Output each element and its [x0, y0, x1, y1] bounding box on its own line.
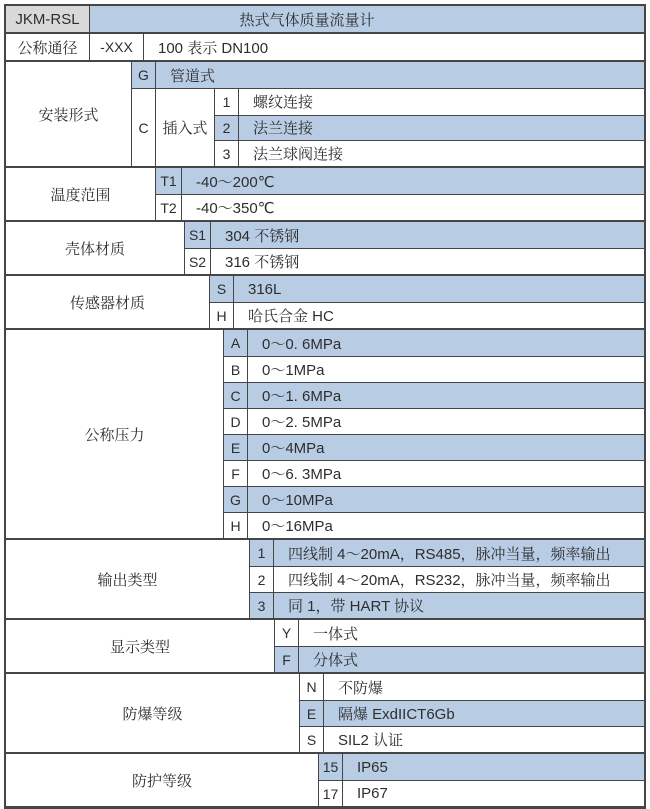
option-row [132, 62, 644, 88]
option-value: IP67 [357, 785, 388, 802]
option-value: 一体式 [313, 625, 359, 643]
option-code: G [132, 62, 156, 88]
option-row [224, 512, 644, 538]
option-value: 0～1. 6MPa [262, 388, 342, 405]
option-value: 螺纹连接 [253, 94, 314, 112]
option-row [300, 674, 644, 700]
option-value: 法兰连接 [253, 120, 314, 138]
option-value: 0～0. 6MPa [262, 335, 342, 353]
insertion-type-block [132, 88, 644, 166]
option-value: -40～200℃ [196, 173, 275, 191]
option-code: -XXX [90, 34, 144, 60]
option-value: SIL2 认证 [338, 732, 404, 749]
option-code: A [224, 330, 248, 356]
option-row [319, 754, 644, 780]
option-code: E [224, 435, 248, 460]
option-value: 隔爆 ExdIICT6Gb [338, 706, 455, 723]
option-code: G [224, 487, 248, 512]
option-row [275, 646, 644, 672]
option-row [210, 302, 644, 328]
section-housing-material [6, 220, 644, 274]
option-row [224, 434, 644, 460]
option-code: T1 [156, 168, 182, 194]
section-label: 温度范围 [6, 168, 156, 220]
option-value: 316L [248, 280, 282, 298]
section-label: 传感器材质 [6, 276, 210, 328]
option-value: -40～350℃ [196, 200, 275, 217]
header-row [6, 6, 644, 32]
section-installation-type [6, 60, 644, 166]
section-label: 防爆等级 [6, 674, 300, 752]
section-label: 输出类型 [6, 540, 250, 618]
option-code: S [210, 276, 234, 302]
option-row [300, 726, 644, 752]
option-code: 2 [215, 116, 239, 141]
option-row [224, 486, 644, 512]
option-row [224, 408, 644, 434]
option-value: 四线制 4～20mA，RS485，脉冲当量，频率输出 [288, 545, 611, 563]
option-row [185, 222, 644, 248]
option-row [224, 460, 644, 486]
option-value: 0～2. 5MPa [262, 414, 342, 431]
option-row [156, 194, 644, 220]
option-row [300, 700, 644, 726]
model-code-cell: JKM-RSL [6, 6, 90, 32]
option-row [250, 592, 644, 618]
section-label: 公称压力 [6, 330, 224, 538]
section-label: 安装形式 [6, 62, 132, 166]
section-temperature-range [6, 166, 644, 220]
option-row [224, 330, 644, 356]
section-label: 显示类型 [6, 620, 275, 672]
section-display-type [6, 618, 644, 672]
option-code: B [224, 357, 248, 382]
option-value: IP65 [357, 758, 388, 776]
section-sensor-material [6, 274, 644, 328]
section-label: 防护等级 [6, 754, 319, 806]
option-value: 0～6. 3MPa [262, 466, 342, 483]
option-row [90, 34, 644, 60]
section-nominal-pressure [6, 328, 644, 538]
option-row [215, 140, 644, 166]
section-protection-grade [6, 752, 644, 806]
option-row [185, 248, 644, 274]
option-value: 0～1MPa [262, 362, 325, 379]
option-row [156, 168, 644, 194]
option-code: 17 [319, 781, 343, 806]
option-row [250, 540, 644, 566]
option-row [210, 276, 644, 302]
option-code: S2 [185, 249, 211, 274]
option-value: 0～4MPa [262, 440, 325, 457]
option-value: 304 不锈钢 [225, 227, 300, 245]
section-label: 壳体材质 [6, 222, 185, 274]
option-code: 3 [215, 141, 239, 166]
option-row [319, 780, 644, 806]
option-code: S [300, 727, 324, 752]
option-code: D [224, 409, 248, 434]
option-value: 四线制 4～20mA，RS232，脉冲当量，频率输出 [288, 572, 611, 589]
option-row [224, 382, 644, 408]
option-code: F [224, 461, 248, 486]
option-value: 分体式 [313, 652, 359, 669]
product-title: 热式气体质量流量计 [239, 11, 375, 29]
option-value: 同 1，带 HART 协议 [288, 598, 425, 615]
option-value: 法兰球阀连接 [253, 146, 344, 164]
option-row [215, 115, 644, 141]
option-value: 316 不锈钢 [225, 254, 300, 271]
insertion-type-label: 插入式 [156, 89, 215, 166]
model-selection-table [4, 4, 646, 809]
option-code: F [275, 647, 299, 672]
option-code: 1 [250, 540, 274, 566]
option-value: 哈氏合金 HC [248, 308, 334, 325]
option-value: 不防爆 [338, 679, 384, 697]
option-code: 2 [250, 567, 274, 592]
option-code: C [224, 383, 248, 408]
option-row [250, 566, 644, 592]
option-row [215, 89, 644, 115]
option-value: 100 表示 DN100 [158, 39, 269, 57]
option-value: 管道式 [170, 67, 216, 85]
option-code: C [132, 89, 156, 166]
option-code: 1 [215, 89, 239, 115]
option-code: H [224, 513, 248, 538]
option-code: 15 [319, 754, 343, 780]
option-code: H [210, 303, 234, 328]
option-code: S1 [185, 222, 211, 248]
section-label: 公称通径 [6, 34, 90, 60]
section-nominal-diameter [6, 32, 644, 60]
option-row [275, 620, 644, 646]
option-code: T2 [156, 195, 182, 220]
option-code: N [300, 674, 324, 700]
option-code: Y [275, 620, 299, 646]
option-value: 0～10MPa [262, 492, 333, 509]
option-code: E [300, 701, 324, 726]
option-value: 0～16MPa [262, 518, 333, 535]
section-explosion-proof-grade [6, 672, 644, 752]
option-row [224, 356, 644, 382]
option-code: 3 [250, 593, 274, 618]
section-output-type [6, 538, 644, 618]
